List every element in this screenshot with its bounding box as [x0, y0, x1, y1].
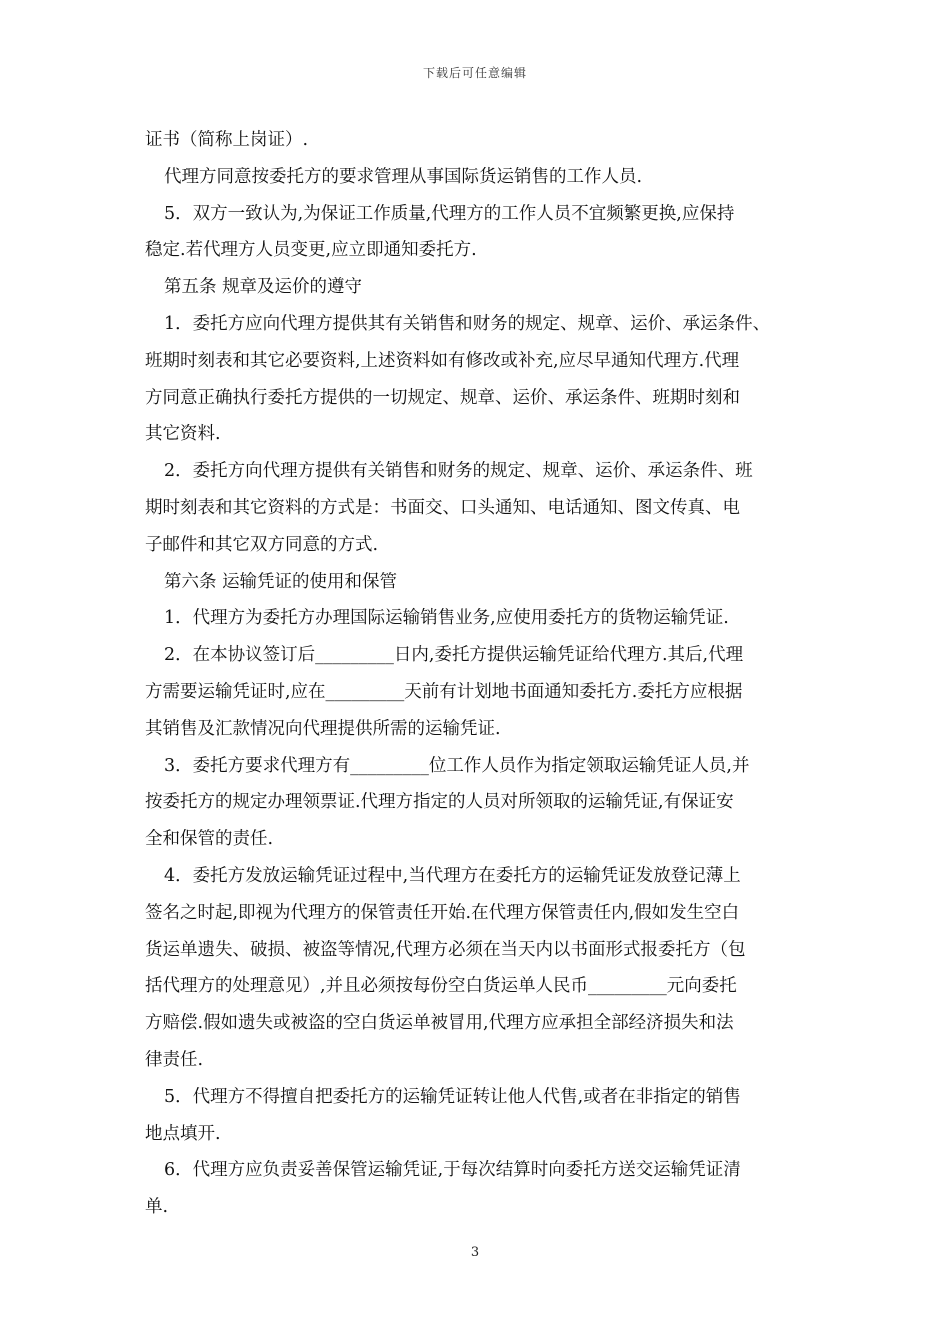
text-line: 4．委托方发放运输凭证过程中,当代理方在委托方的运输凭证发放登记薄上 — [164, 865, 741, 886]
text-line: 方需要运输凭证时,应在_________天前有计划地书面通知委托方.委托方应根据 — [145, 681, 743, 702]
text-line: 5．代理方不得擅自把委托方的运输凭证转让他人代售,或者在非指定的销售 — [164, 1086, 741, 1107]
text-line: 地点填开. — [145, 1123, 221, 1144]
text-line: 2．在本协议签订后_________日内,委托方提供运输凭证给代理方.其后,代理 — [164, 645, 744, 666]
text-line: 第六条 运输凭证的使用和保管 — [164, 571, 398, 592]
text-line: 代理方同意按委托方的要求管理从事国际货运销售的工作人员. — [164, 166, 643, 187]
text-line: 1．委托方应向代理方提供其有关销售和财务的规定、规章、运价、承运条件、 — [164, 313, 771, 334]
text-line: 稳定.若代理方人员变更,应立即通知委托方. — [145, 240, 477, 261]
text-line: 证书（简称上岗证）. — [145, 130, 309, 150]
text-line: 1．代理方为委托方办理国际运输销售业务,应使用委托方的货物运输凭证. — [164, 608, 729, 629]
text-line: 单. — [145, 1197, 169, 1218]
text-line: 全和保管的责任. — [145, 829, 274, 850]
text-line: 括代理方的处理意见）,并且必须按每份空白货运单人民币_________元向委托 — [145, 976, 737, 997]
text-line: 6．代理方应负责妥善保管运输凭证,于每次结算时向委托方送交运输凭证清 — [164, 1160, 741, 1181]
page-number: 3 — [470, 1245, 480, 1260]
text-line: 方赔偿.假如遗失或被盗的空白货运单被冒用,代理方应承担全部经济损失和法 — [145, 1013, 734, 1034]
text-line: 签名之时起,即视为代理方的保管责任开始.在代理方保管责任内,假如发生空白 — [145, 902, 740, 923]
text-line: 2．委托方向代理方提供有关销售和财务的规定、规章、运价、承运条件、班 — [164, 461, 753, 482]
text-line: 5．双方一致认为,为保证工作质量,代理方的工作人员不宜频繁更换,应保持 — [164, 203, 735, 224]
document-body — [145, 122, 817, 1226]
text-line: 3．委托方要求代理方有_________位工作人员作为指定领取运输凭证人员,并 — [164, 755, 750, 776]
text-line: 其它资料. — [145, 424, 221, 445]
text-line: 货运单遗失、破损、被盗等情况,代理方必须在当天内以书面形式报委托方（包 — [145, 939, 746, 960]
text-line: 班期时刻表和其它必要资料,上述资料如有修改或补充,应尽早通知代理方.代理 — [145, 350, 740, 371]
text-line: 按委托方的规定办理领票证.代理方指定的人员对所领取的运输凭证,有保证安 — [145, 792, 734, 813]
text-line: 其销售及汇款情况向代理提供所需的运输凭证. — [145, 718, 501, 739]
text-line: 方同意正确执行委托方提供的一切规定、规章、运价、承运条件、班期时刻和 — [145, 387, 740, 408]
text-line: 期时刻表和其它资料的方式是：书面交、口头通知、电话通知、图文传真、电 — [145, 497, 740, 518]
text-line: 第五条 规章及运价的遵守 — [164, 277, 363, 298]
text-line: 律责任. — [145, 1049, 204, 1070]
text-line: 子邮件和其它双方同意的方式. — [145, 534, 379, 555]
page-header: 下载后可任意编辑 — [422, 66, 527, 80]
